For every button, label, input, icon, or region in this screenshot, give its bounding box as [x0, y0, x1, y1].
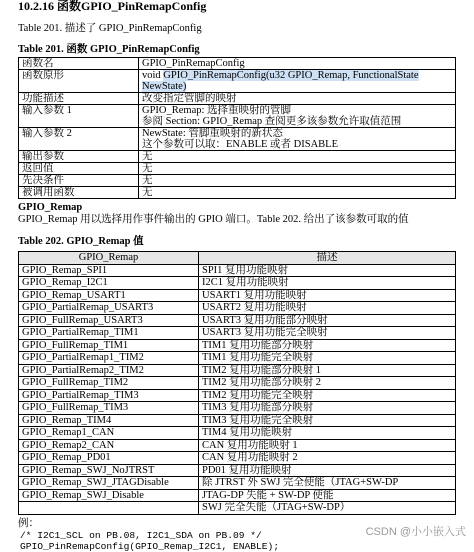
table-row: [19, 427, 456, 440]
table-row: [19, 352, 456, 365]
remap-name-cell: GPIO_PartialRemap1_TIM2: [19, 352, 199, 365]
remap-name-cell: GPIO_FullRemap_USART3: [19, 314, 199, 327]
remap-name-cell: GPIO_Remap_USART1: [19, 289, 199, 302]
table-row: [19, 414, 456, 427]
param-value-line: GPIO_Remap: 选择重映射的管脚: [142, 105, 292, 116]
remap-description-cell: CAN 复用功能映射 1: [199, 439, 456, 452]
remap-name-cell: GPIO_Remap_PD01: [19, 452, 199, 465]
param-value-cell: [139, 58, 456, 70]
param-name-cell: 输入参数 1: [19, 105, 139, 128]
table-row: [19, 277, 456, 290]
param-name-cell: 函数原形: [19, 70, 139, 93]
remap-name-cell: GPIO_PartialRemap_USART3: [19, 302, 199, 315]
param-name-cell: 先决条件: [19, 175, 139, 187]
param-value-line: 参阅 Section: GPIO_Remap 查阅更多该参数允许取值范围: [142, 116, 402, 127]
param-name-cell: 返回值: [19, 163, 139, 175]
param-value-line: 这个参数可以取：ENABLE 或者 DISABLE: [142, 139, 338, 150]
table-header-row: [19, 252, 456, 265]
remap-name-cell: GPIO_FullRemap_TIM3: [19, 402, 199, 415]
watermark: CSDN @小小嵌入式: [365, 525, 466, 538]
remap-description-cell: JTAG-DP 失能 + SW-DP 使能: [199, 489, 456, 502]
table-row: [19, 339, 456, 352]
remap-description-cell: TIM2 复用功能部分映射 1: [199, 364, 456, 377]
param-value-line: 无: [142, 175, 153, 186]
table-row: [19, 327, 456, 340]
remap-description-cell: SPI1 复用功能映射: [199, 264, 456, 277]
table-row: [19, 477, 456, 490]
param-value-line: 无: [142, 187, 153, 198]
table-201-caption: Table 201. 函数 GPIO_PinRemapConfig: [18, 44, 200, 55]
table-row: [19, 151, 456, 163]
table-row: [19, 489, 456, 502]
param-value-cell: [139, 105, 456, 128]
remap-description-cell: TIM3 复用功能部分映射: [199, 402, 456, 415]
table-row: [19, 187, 456, 199]
table-row: [19, 264, 456, 277]
param-name-cell: 函数名: [19, 58, 139, 70]
code-comment-line: /* I2C1_SCL on PB.08, I2C1_SDA on PB.09 */: [20, 529, 262, 541]
param-name-cell: 输出参数: [19, 151, 139, 163]
param-value-cell: [139, 151, 456, 163]
param-value-cell: [139, 93, 456, 105]
remap-description-cell: TIM1 复用功能部分映射: [199, 339, 456, 352]
param-value-line: 无: [142, 151, 153, 162]
gpio-remap-description: GPIO_Remap 用以选择用作事件输出的 GPIO 端口。Table 202. 给出了该参数可取的值: [18, 214, 409, 225]
table-row: [19, 289, 456, 302]
param-name-cell: 功能描述: [19, 93, 139, 105]
remap-description-cell: TIM4 复用功能映射: [199, 427, 456, 440]
remap-name-cell: GPIO_Remap_I2C1: [19, 277, 199, 290]
remap-description-cell: USART3 复用功能完全映射: [199, 327, 456, 340]
remap-description-cell: TIM2 复用功能部分映射 2: [199, 377, 456, 390]
remap-description-cell: CAN 复用功能映射 2: [199, 452, 456, 465]
param-value-cell: [139, 163, 456, 175]
param-value-cell: [139, 187, 456, 199]
table-row: [19, 302, 456, 315]
remap-name-cell: GPIO_PartialRemap_TIM1: [19, 327, 199, 340]
table-202-caption: Table 202. GPIO_Remap 值: [18, 236, 144, 247]
example-label: 例：: [18, 517, 39, 529]
remap-name-cell: GPIO_PartialRemap2_TIM2: [19, 364, 199, 377]
remap-description-cell: USART3 复用功能部分映射: [199, 314, 456, 327]
remap-description-cell: PD01 复用功能映射: [199, 464, 456, 477]
param-value-cell: [139, 70, 456, 93]
section-heading: 10.2.16 函数GPIO_PinRemapConfig: [18, 0, 207, 13]
param-value-line: NewState: 管脚重映射的新状态: [142, 128, 283, 139]
column-header-description: 描述: [199, 252, 456, 265]
table-row: [19, 58, 456, 70]
remap-description-cell: TIM2 复用功能完全映射: [199, 389, 456, 402]
table-row: [19, 377, 456, 390]
column-header-gpio-remap: GPIO_Remap: [19, 252, 199, 265]
table-row: [19, 389, 456, 402]
remap-description-cell: TIM3 复用功能完全映射: [199, 414, 456, 427]
remap-name-cell: GPIO_Remap_SWJ_JTAGDisable: [19, 477, 199, 490]
remap-description-cell: SWJ 完全失能（JTAG+SW-DP）: [199, 502, 456, 515]
remap-name-cell: GPIO_Remap1_CAN: [19, 427, 199, 440]
remap-name-cell: GPIO_PartialRemap_TIM3: [19, 389, 199, 402]
param-value-line: 无: [142, 163, 153, 174]
table-row: [19, 452, 456, 465]
param-value-cell: [139, 128, 456, 151]
remap-description-cell: TIM1 复用功能完全映射: [199, 352, 456, 365]
table-row: [19, 364, 456, 377]
table-row: [19, 93, 456, 105]
remap-description-cell: 除 JTRST 外 SWJ 完全使能（JTAG+SW-DP: [199, 477, 456, 490]
param-value-line: 改变指定管脚的映射: [142, 93, 237, 104]
table-row: [19, 175, 456, 187]
table-row: [19, 105, 456, 128]
param-name-cell: 输入参数 2: [19, 128, 139, 151]
remap-name-cell: GPIO_Remap_SPI1: [19, 264, 199, 277]
gpio-remap-title: GPIO_Remap: [18, 202, 83, 213]
gpio-remap-values-table: [18, 251, 456, 515]
table-row: [19, 163, 456, 175]
remap-name-cell: GPIO_FullRemap_TIM1: [19, 339, 199, 352]
remap-name-cell: GPIO_Remap_SWJ_Disable: [19, 489, 199, 502]
remap-name-cell: GPIO_Remap_TIM4: [19, 414, 199, 427]
remap-description-cell: I2C1 复用功能映射: [199, 277, 456, 290]
remap-name-cell: [19, 502, 199, 515]
table-row: [19, 439, 456, 452]
code-call-line: GPIO_PinRemapConfig(GPIO_Remap_I2C1, ENABLE);: [20, 540, 280, 552]
param-value-line: void GPIO_PinRemapConfig(u32 GPIO_Remap, FunctionalState NewState): [142, 70, 419, 92]
function-spec-table: [18, 57, 456, 199]
selected-text-highlight: GPIO_PinRemapConfig(u32 GPIO_Remap, FunctionalState NewState): [142, 70, 419, 92]
table-row: [19, 464, 456, 477]
remap-name-cell: GPIO_Remap_SWJ_NoJTRST: [19, 464, 199, 477]
table-row: [19, 402, 456, 415]
remap-name-cell: GPIO_Remap2_CAN: [19, 439, 199, 452]
table-row: [19, 70, 456, 93]
table-row: [19, 502, 456, 515]
remap-name-cell: GPIO_FullRemap_TIM2: [19, 377, 199, 390]
table-row: [19, 128, 456, 151]
section-description: Table 201. 描述了 GPIO_PinRemapConfig: [18, 23, 202, 34]
table-row: [19, 314, 456, 327]
param-value-cell: [139, 175, 456, 187]
remap-description-cell: USART2 复用功能映射: [199, 302, 456, 315]
param-value-line: GPIO_PinRemapConfig: [142, 58, 245, 69]
param-name-cell: 被调用函数: [19, 187, 139, 199]
remap-description-cell: USART1 复用功能映射: [199, 289, 456, 302]
